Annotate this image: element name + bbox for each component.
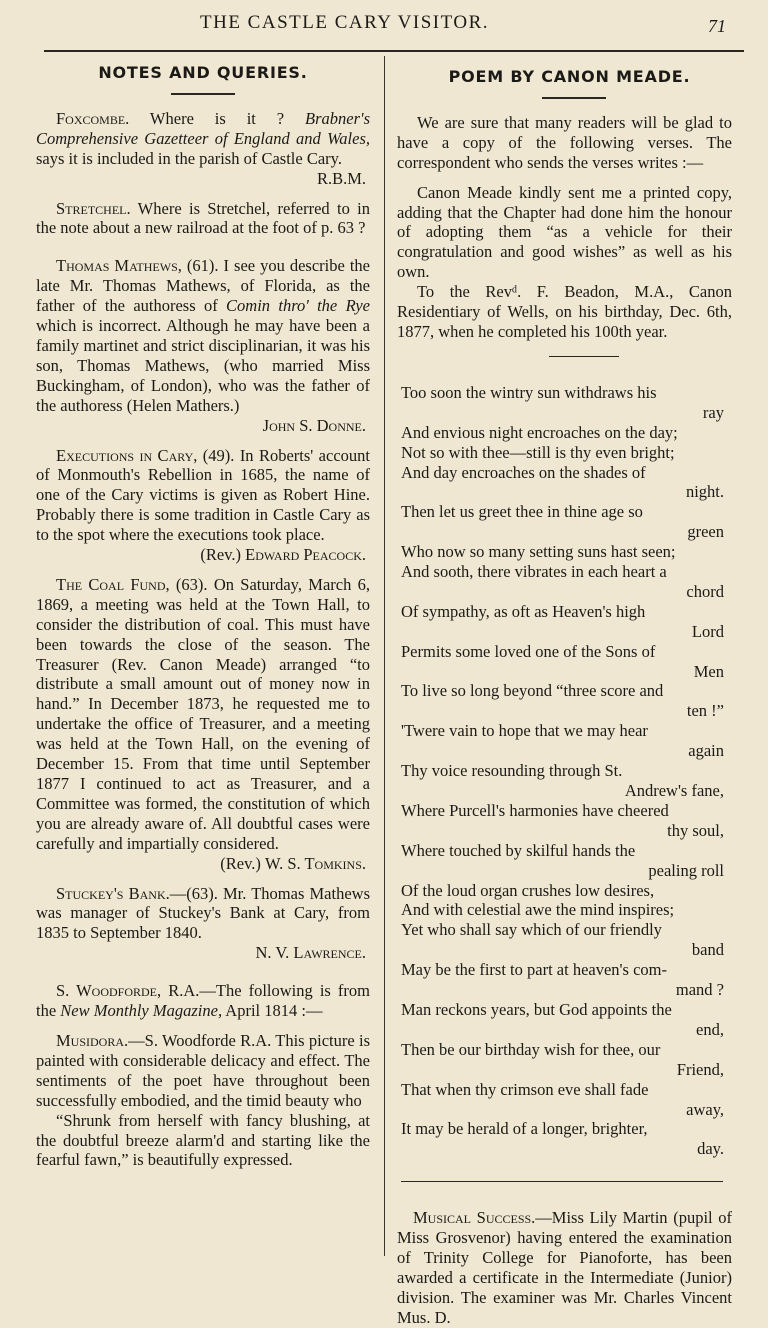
poem-line [397,881,732,901]
poem-line-turnover: Lord [691,621,724,641]
poem-line [397,841,732,881]
poem-line-text: Then be our birthday wish for thee, our [401,1039,661,1059]
poem-line-text: 'Twere vain to hope that we may hear [401,721,648,741]
note-stretchel [36,199,370,239]
poem-line-turnover: Friend, [676,1059,724,1079]
poem-line-text: And envious night encroaches on the day; [401,422,678,442]
poem-line-text: May be the first to part at heaven's com- [401,960,667,980]
poem-line-text: And with celestial awe the mind inspires; [401,900,675,920]
running-head [0,12,768,42]
signature-prefix: (Rev.) [220,853,266,873]
poem-line-text: Too soon the wintry sun withdraws his [401,382,657,402]
poem-line-turnover: thy soul, [667,820,724,840]
column-divider [384,56,385,1256]
poem-line-turnover: pealing roll [648,860,724,880]
correspondent-letter [397,183,732,342]
poem-line [397,761,732,801]
poem [397,383,732,1159]
note-lead: S. Woodforde, R.A. [56,981,200,1001]
note-lead: Stuckey's Bank.—(63). [56,883,218,903]
running-title: THE CASTLE CARY VISITOR. [200,12,490,33]
note-foxcombe [36,109,370,189]
poem-line-text: Yet who shall say which of our friendly [401,920,662,940]
note-coal-fund [36,575,370,874]
poem-line-turnover: Men [693,661,724,681]
poem-line-turnover: day. [697,1139,724,1159]
poem-line-turnover: band [691,940,724,960]
poem-line [397,900,732,920]
note-lead: The Coal Fund, (63). [56,574,208,594]
left-column [36,52,370,1170]
poem-line [397,642,732,682]
poem-line-turnover: chord [686,581,724,601]
intro-text: We are sure that many readers will be glad to have a copy of the following verses. The correspondent who sends the verses writes :— [397,112,732,172]
poem-line [397,542,732,562]
poem-line [397,1040,732,1080]
note-lead: Stretchel. [56,198,131,218]
poem-line [397,383,732,423]
poem-line-text: To live so long beyond “three score and [401,681,664,701]
poem-line-turnover: mand ? [675,980,724,1000]
section-rule [549,356,619,357]
note-italic: Comin thro' the Rye [226,296,370,316]
note-musical-success [397,1208,732,1327]
note-stuckeys-bank [36,884,370,964]
poem-line [397,1000,732,1040]
poem-line-text: Man reckons years, but God appoints the [401,999,672,1019]
poem-line-turnover: again [688,741,724,761]
note-text: Where is Stretchel, referred to in the note about a new railroad at the foot of p. 63 ? [36,198,370,238]
poem-line-text: Then let us greet thee in thine age so [401,502,643,522]
note-signature: R.B.M. [316,168,366,188]
note-signature: Edward Peacock. [245,545,366,565]
poem-line-text: And day encroaches on the shades of [401,462,646,482]
note-signature: John S. Donne. [262,415,366,435]
poem-line [397,681,732,721]
note-text: says it is included in the parish of Castle Cary. [36,148,342,168]
note-signature: W. S. Tomkins. [265,853,366,873]
note-text: —The following is from the [36,981,370,1021]
note-text: Where is it ? [129,108,306,128]
poem-dedication: To the Revᵈ. F. Beadon, M.A., Canon Residentiary of Wells, on his birthday, Dec. 6th, 1877, when he completed his 100th year. [397,282,732,341]
letter-paragraph: Canon Meade kindly sent me a printed copy, adding that the Chapter had done him the honour of adopting them “as a vehicle for their congratulation and good wishes” as well as his own. [397,182,732,282]
poem-line-turnover: green [687,522,724,542]
poem-line [397,463,732,503]
note-musidora [36,1031,370,1170]
signature-prefix: (Rev.) [200,545,246,565]
note-text: I see you describe the late Mr. Thomas Mathews, of Florida, as the father of the authoress of [36,256,370,316]
page-number: 71 [708,16,726,36]
note-lead: Thomas Mathews, (61). [56,256,219,276]
poem-line-text: Of the loud organ crushes low desires, [401,880,655,900]
poem-line-text: It may be herald of a longer, brighter, [401,1119,648,1139]
poem-line-turnover: Andrew's fane, [624,781,724,800]
poem-line-turnover: ten !” [686,701,724,721]
note-text: In Roberts' account of Monmouth's Rebellion in 1685, the name of one of the Cary victims is given as Robert Hine. Probably there is some tradition in Castle Cary as to the spot where the executions took place. [36,445,370,545]
section-heading-poem: POEM BY CANON MEADE. [448,67,691,86]
poem-line-text: Where Purcell's harmonies have cheered [401,800,669,820]
note-signature: N. V. Lawrence. [255,943,366,963]
note-lead: Musidora. [56,1030,129,1050]
note-lead: Foxcombe. [56,108,130,128]
section-rule [401,1181,723,1182]
poem-line [397,960,732,1000]
poem-line-turnover: ray [702,402,724,422]
poem-line-text: Thy voice resounding through St. [401,761,623,781]
note-lead: Musical Success. [413,1208,536,1228]
poem-intro [397,113,732,173]
note-text: —S. Woodforde R.A. This picture is painted with considerable delicacy and effect. The sentiments of the poet have throughout been successfully embodied, and the timid beauty who [36,1030,370,1110]
note-text: —Miss Lily Martin (pupil of Miss Grosvenor) having entered the examination of Trinity College for Pianoforte, has been awarded a certificate in the Intermediate (Junior) division. The examiner was Mr. Charles Vincent Mus. D. [397,1208,732,1327]
note-italic: New Monthly Magazine, [60,1001,223,1021]
note-thomas-mathews [36,256,370,435]
poem-line [397,602,732,642]
poem-line-turnover: end, [696,1019,724,1039]
poem-line [397,801,732,841]
poem-line-text: Where touched by skilful hands the [401,840,636,860]
note-text: On Saturday, March 6, 1869, a meeting was held at the Town Hall, to consider the distribution of coal. This must have been towards the close of the season. The Treasurer (Rev. Canon Meade) arranged “to distribute a small amount out of money now in hand.” In December 1873, he requested me to undertake the office of Treasurer, and a meeting was held at the Town Hall, on the evening of December 15. From that time until September 1877 I continued to act as Treasurer, and a Committee was formed, the constitution of which you are already aware of. All doubtful cases were carefully and impartially considered. [36,574,371,853]
poem-line-text: Permits some loved one of the Sons of [401,641,656,661]
poem-line [397,721,732,761]
note-woodforde [36,981,370,1021]
section-heading-notes: NOTES AND QUERIES. [98,63,308,82]
note-lead: Executions in Cary, (49). [56,445,235,465]
poem-line-text: And sooth, there vibrates in each heart a [401,562,667,582]
note-text: which is incorrect. Although he may have been a family martinet and strict disciplinarian, it was his son, Thomas Mathews, (who married Miss Buckingham, of London), who was the father of the authoress (Helen Mathers.) [36,316,370,415]
note-text: Mr. Thomas Mathews was manager of Stuckey's Bank at Cary, from 1835 to September 1840. [36,883,371,943]
note-executions [36,446,370,565]
poem-line-turnover: night. [685,482,724,502]
poem-line-text: Of sympathy, as oft as Heaven's high [401,601,646,621]
poem-line-turnover: away, [686,1099,724,1119]
note-italic: Brabner's Comprehensive Gazetteer of England and Wales, [36,108,370,148]
note-quote: “Shrunk from herself with fancy blushing, at the doubtful breeze alarm'd and starting like the fearful fawn,” is beautifully expressed. [36,1110,370,1170]
poem-line [397,443,732,463]
poem-line [397,562,732,602]
note-text: April 1814 :— [222,1001,323,1021]
poem-line [397,423,732,443]
poem-line-text: Not so with thee—still is thy even bright; [401,442,675,462]
poem-line-text: Who now so many setting suns hast seen; [401,542,676,562]
poem-line [397,920,732,960]
poem-line [397,502,732,542]
poem-line-text: That when thy crimson eve shall fade [401,1079,649,1099]
